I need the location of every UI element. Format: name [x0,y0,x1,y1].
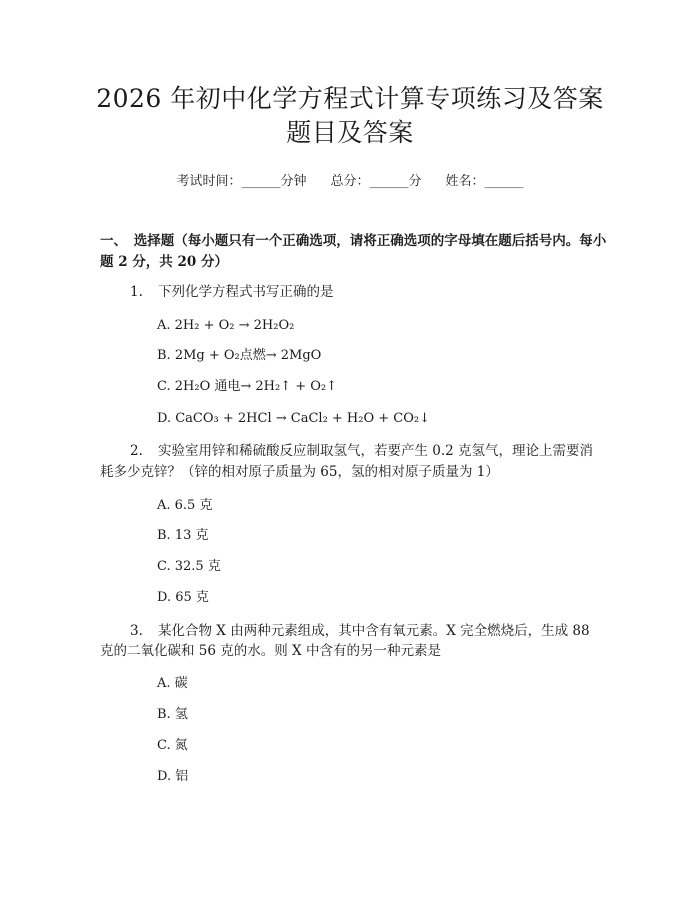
question-3-option-c: C. 氮 [157,738,188,753]
question-1-option-a: A. 2H₂ + O₂ → 2H₂O₂ [157,318,295,333]
document-title-line-2: 题目及答案 [286,118,414,147]
question-2-option-d: D. 65 克 [157,590,209,605]
question-number: 2. [130,443,143,459]
question-2-text-line-2: 耗多少克锌？（锌的相对原子质量为 65，氢的相对原子质量为 1） [100,464,499,480]
section-heading: 一、 选择题（每小题只有一个正确选项，请将正确选项的字母填在题后括号内。每小题 2 分，共 20 分） [100,233,607,270]
name-blank: ______ [484,174,524,189]
question-3-option-b: B. 氢 [157,707,188,722]
question-3 [130,621,610,642]
question-2-option-a: A. 6.5 克 [157,498,213,513]
question-text-line-1: 某化合物 X 由两种元素组成，其中含有氧元素。X 完全燃烧后，生成 88 [158,623,590,639]
time-label: 考试时间： [176,174,242,189]
question-number: 3. [130,623,143,639]
question-text-line-1: 实验室用锌和稀硫酸反应制取氢气，若要产生 0.2 克氢气，理论上需要消 [158,443,594,459]
question-1-option-c: C. 2H₂O 通电→ 2H₂↑ + O₂↑ [157,379,338,394]
question-3-option-a: A. 碳 [157,676,188,691]
question-2-option-c: C. 32.5 克 [157,559,221,574]
question-number: 1. [130,284,143,300]
question-3-text-line-2: 克的二氧化碳和 56 克的水。则 X 中含有的另一种元素是 [100,643,441,659]
name-label: 姓名： [445,174,485,189]
document-title-line-1: 2026 年初中化学方程式计算专项练习及答案 [96,84,604,113]
question-1 [130,282,610,303]
score-unit: 分 [408,174,422,189]
time-blank: ______ [241,174,281,189]
time-unit: 分钟 [280,174,307,189]
question-2-option-b: B. 13 克 [157,528,209,543]
score-blank: ______ [369,174,409,189]
score-label: 总分： [330,174,370,189]
exam-meta [0,170,700,189]
question-text: 下列化学方程式书写正确的是 [158,284,334,300]
question-1-option-d: D. CaCO₃ + 2HCl → CaCl₂ + H₂O + CO₂↓ [157,411,431,426]
question-1-option-b: B. 2Mg + O₂点燃→ 2MgO [157,348,322,363]
question-2 [130,441,610,462]
question-3-option-d: D. 铝 [157,769,189,784]
